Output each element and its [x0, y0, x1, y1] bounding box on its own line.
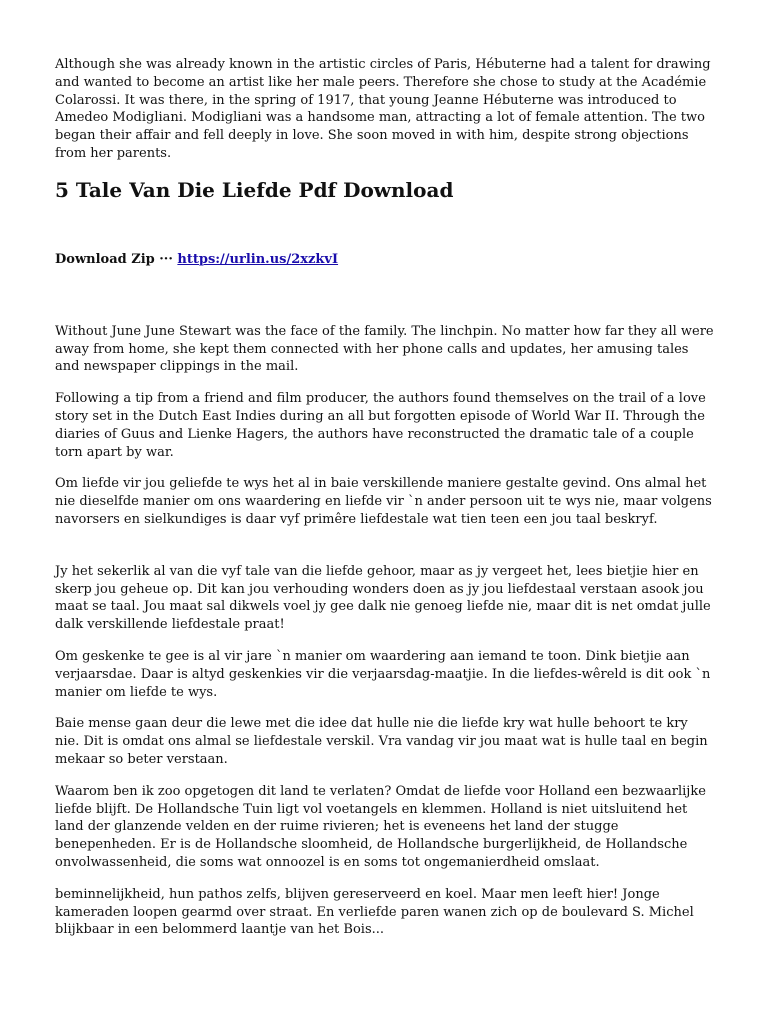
- paragraph-geskenke: Om geskenke te gee is al vir jare `n manier om waardering aan iemand te toon. Dink bietjie aan verjaarsdae. Daar is altyd geskenkies vir die verjaarsdag-maatjie. In die liefdes-wêreld is dit ook `n manier om liefde te wys.: [55, 648, 711, 700]
- download-label: Download Zip ···: [55, 251, 173, 267]
- download-line: [55, 251, 715, 269]
- download-link[interactable]: https://urlin.us/2xzkvI: [177, 251, 339, 267]
- paragraph-love-story: Following a tip from a friend and film producer, the authors found themselves on the trail of a love story set in the Dutch East Indies during an all but forgotten episode of World War II. Through the diaries of Guus and Lienke Hagers, the authors have reconstructed the dramatic tale of a couple torn apart by war.: [55, 391, 706, 460]
- paragraph-vyf-tale: Jy het sekerlik al van die vyf tale van die liefde gehoor, maar as jy vergeet het, lees bietjie hier en skerp jou geheue op. Dit kan jou verhouding wonders doen as jy jou liefdestaal verstaan asook jou maat se taal. Jou maat sal dikwels voel jy gee dalk nie genoeg liefde nie, maar dit is net omdat julle dalk verskillende liefdestale praat!: [55, 563, 711, 633]
- paragraph-holland: Waarom ben ik zoo opgetogen dit land te verlaten? Omdat de liefde voor Holland een bezwaarlijke liefde blijft. De Hollandsche Tuin ligt vol voetangels en klemmen. Holland is niet uitsluitend het land der glanzende velden en der ruime rivieren; het is eveneens het land der stugge benepenheden. Er is de Hollandsche sloomheid, de Hollandsche burgerlijkheid, de Hollandsche onvolwassenheid, die soms wat onnoozel is en soms tot ongemanierdheid omslaat.: [55, 783, 706, 870]
- paragraph-liefdestale: Om liefde vir jou geliefde te wys het al in baie verskillende maniere gestalte gevind. Ons almal het nie dieselfde manier om ons waardering en liefde vir `n ander persoon uit te wys nie, maar volgens navorsers en sielkundiges is daar vyf primêre liefdestale wat tien teen een jou taal beskryf.: [55, 476, 712, 527]
- page-title: 5 Tale Van Die Liefde Pdf Download: [55, 177, 454, 202]
- intro-paragraph: Although she was already known in the artistic circles of Paris, Hébuterne had a talent for drawing and wanted to become an artist like her male peers. Therefore she chose to study at the Académie Colarossi. It was there, in the spring of 1917, that young Jeanne Hébuterne was introduced to Amedeo Modigliani. Modigliani was a handsome man, attracting a lot of female attention. The two began their affair and fell deeply in love. She soon moved in with him, despite strong objections from her parents.: [55, 57, 711, 161]
- paragraph-lewe: Baie mense gaan deur die lewe met die idee dat hulle nie die liefde kry wat hulle behoort te kry nie. Dit is omdat ons almal se liefdestale verskil. Vra vandag vir jou maat wat is hulle taal en begin mekaar so beter verstaan.: [55, 716, 708, 767]
- paragraph-june-stewart: Without June June Stewart was the face of the family. The linchpin. No matter how far they all were away from home, she kept them connected with her phone calls and updates, her amusing tales and newspaper clippings in the mail.: [55, 323, 714, 375]
- document-page: [55, 56, 715, 939]
- paragraph-beminnelijkheid: beminnelijkheid, hun pathos zelfs, blijven gereserveerd en koel. Maar men leeft hier! Jonge kameraden loopen gearmd over straat. En verliefde paren wanen zich op de boulevard S. Michel blijkbaar in een belommerd laantje van het Bois...: [55, 886, 694, 938]
